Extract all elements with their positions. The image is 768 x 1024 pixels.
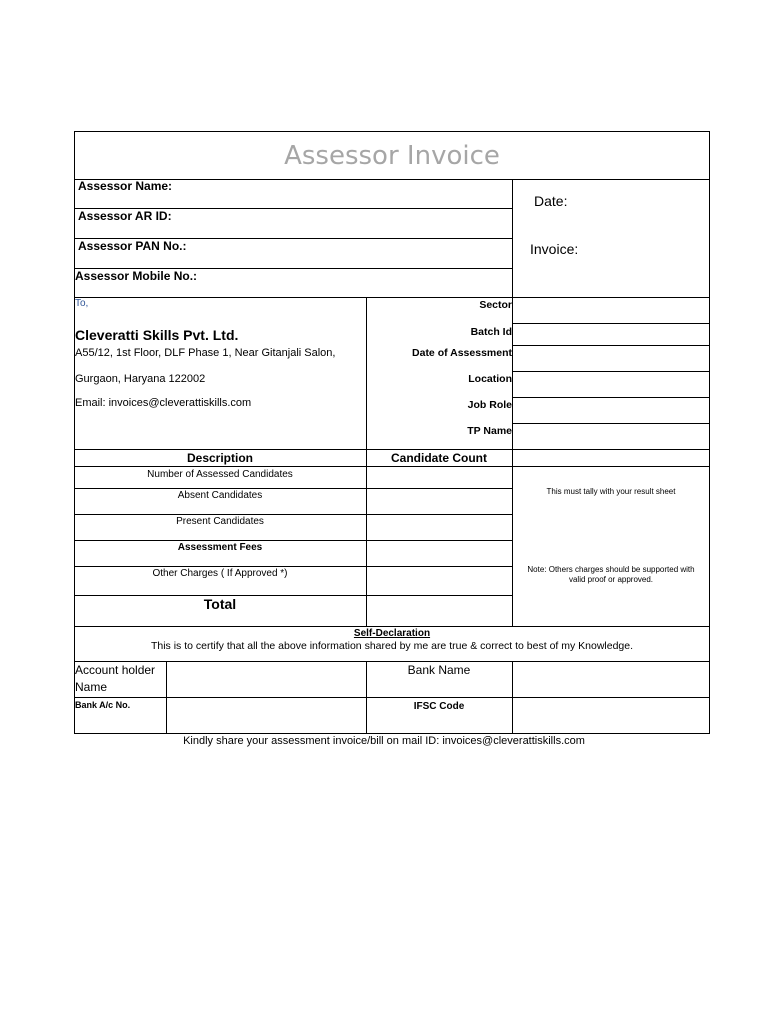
divider-sector — [512, 323, 710, 324]
to-label: To, — [75, 298, 89, 309]
account-holder-label-line-1: Account holder — [75, 663, 156, 677]
border-bottom — [74, 733, 710, 734]
date-label: Date: — [534, 193, 568, 209]
address-line-2: Gurgaon, Haryana 122002 — [75, 373, 206, 385]
divider-date-column — [512, 179, 513, 298]
bank-account-label: Bank A/c No. — [75, 700, 131, 710]
address-line-1: A55/12, 1st Floor, DLF Phase 1, Near Gitanjali Salon, — [75, 347, 336, 359]
self-declaration-text: This is to certify that all the above information shared by me are true & correct to best of my Knowledge. — [150, 640, 634, 652]
divider-row-3 — [74, 540, 512, 541]
row-present-candidates: Present Candidates — [176, 516, 264, 527]
divider-bank-col-3 — [512, 661, 513, 734]
self-declaration-heading: Self-Declaration — [353, 628, 431, 639]
email-address: Email: invoices@cleverattiskills.com — [75, 397, 252, 409]
assessor-pan-label: Assessor PAN No.: — [78, 239, 187, 253]
divider-jobrole — [512, 423, 710, 424]
invoice-form — [74, 131, 710, 734]
assessor-name-label: Assessor Name: — [78, 179, 173, 193]
divider-declaration-top — [74, 626, 710, 627]
border-top — [74, 131, 710, 132]
candidate-count-header: Candidate Count — [391, 451, 487, 465]
divider-bank-row — [74, 697, 710, 698]
divider-declaration-bottom — [74, 661, 710, 662]
assessor-mobile-label: Assessor Mobile No.: — [75, 269, 198, 283]
divider-table-header-top — [74, 449, 710, 450]
job-role-label: Job Role — [467, 399, 512, 411]
row-assessed-candidates: Number of Assessed Candidates — [147, 469, 293, 480]
divider-location — [512, 397, 710, 398]
divider-doa — [512, 371, 710, 372]
assessor-ar-id-label: Assessor AR ID: — [78, 209, 172, 223]
divider-row-1 — [74, 488, 512, 489]
location-label: Location — [468, 373, 512, 385]
date-of-assessment-label: Date of Assessment — [412, 347, 512, 359]
tally-note: This must tally with your result sheet — [546, 487, 676, 496]
row-assessment-fees: Assessment Fees — [177, 542, 263, 553]
divider-bank-col-1 — [166, 661, 167, 734]
account-holder-label-line-2: Name — [75, 680, 108, 694]
divider-row-4 — [74, 566, 512, 567]
divider-row-5 — [74, 595, 512, 596]
charges-note-line-2: valid proof or approved. — [568, 575, 654, 584]
company-name: Cleveratti Skills Pvt. Ltd. — [75, 327, 239, 343]
divider-row-2 — [74, 514, 512, 515]
description-header: Description — [186, 451, 253, 465]
divider-batch — [512, 345, 710, 346]
footer-note: Kindly share your assessment invoice/bill on mail ID: invoices@cleverattiskills.com — [183, 735, 585, 747]
row-absent-candidates: Absent Candidates — [177, 490, 263, 501]
divider-table-header-bottom — [74, 466, 710, 467]
total-label: Total — [203, 596, 237, 612]
sector-label: Sector — [479, 299, 512, 311]
ifsc-code-label: IFSC Code — [413, 701, 465, 712]
invoice-label: Invoice: — [530, 241, 579, 257]
bank-name-label: Bank Name — [407, 663, 471, 677]
charges-note-line-1: Note: Others charges should be supported with — [527, 565, 695, 574]
batch-id-label: Batch Id — [470, 326, 512, 338]
row-other-charges: Other Charges ( If Approved *) — [152, 568, 288, 579]
invoice-title: Assessor Invoice — [284, 141, 500, 171]
tp-name-label: TP Name — [467, 425, 512, 437]
divider-assessor — [74, 297, 710, 298]
